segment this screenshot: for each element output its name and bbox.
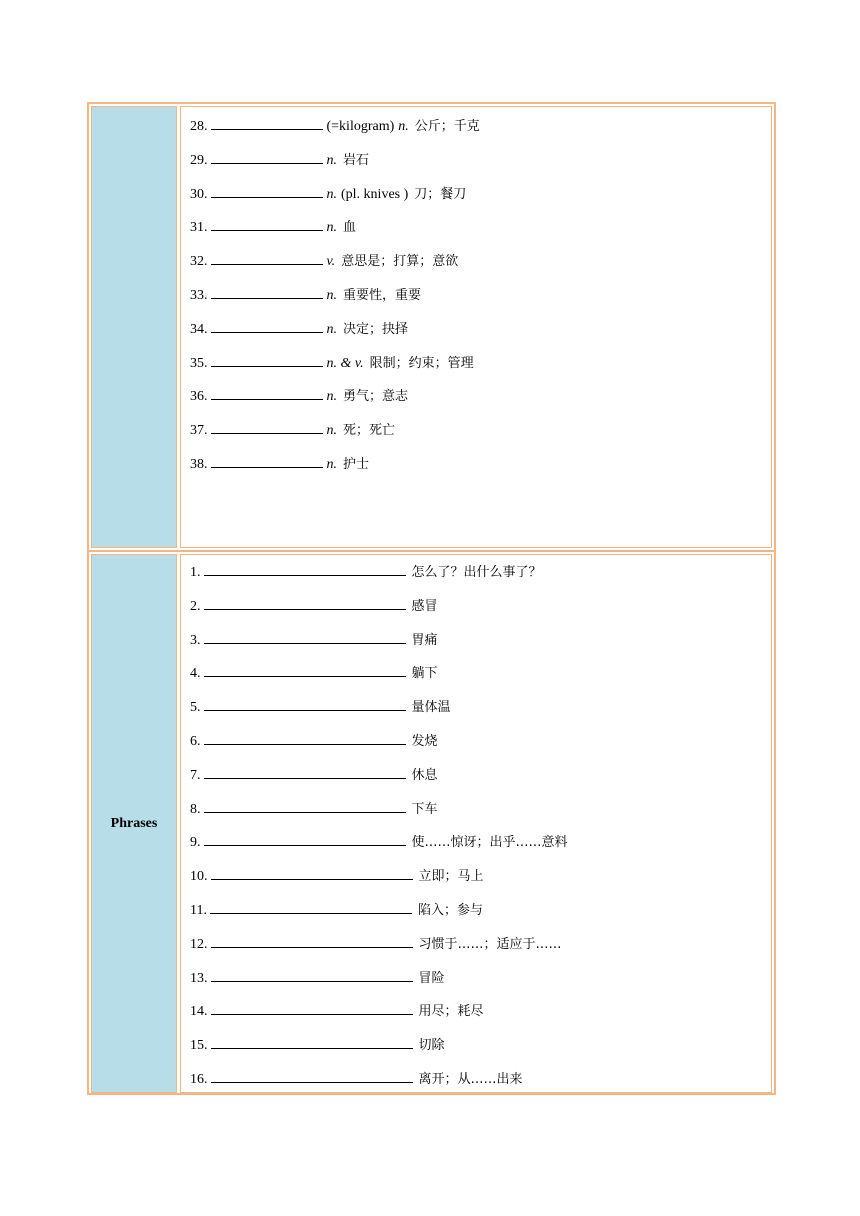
answer-blank[interactable] bbox=[211, 117, 323, 130]
word-item bbox=[190, 421, 395, 440]
item-number: 1. bbox=[190, 565, 201, 580]
phrases-row bbox=[89, 550, 774, 1095]
part-of-speech: n. bbox=[326, 457, 337, 472]
chinese-meaning: 感冒 bbox=[411, 598, 438, 614]
part-of-speech: n. bbox=[398, 119, 409, 134]
word-item bbox=[190, 455, 369, 474]
words-label-cell bbox=[91, 106, 177, 548]
answer-blank[interactable] bbox=[211, 1036, 413, 1049]
answer-blank[interactable] bbox=[204, 833, 406, 846]
part-of-speech: v. bbox=[326, 254, 336, 270]
phrases-content-cell bbox=[180, 554, 772, 1093]
answer-blank[interactable] bbox=[211, 1070, 413, 1083]
vocabulary-table bbox=[87, 102, 776, 1095]
word-item bbox=[190, 320, 408, 339]
phrase-item bbox=[190, 1002, 484, 1021]
chinese-meaning: 血 bbox=[343, 220, 357, 236]
answer-blank[interactable] bbox=[211, 969, 413, 982]
phrase-item bbox=[190, 935, 562, 954]
phrase-item bbox=[190, 1036, 445, 1055]
chinese-meaning: 发烧 bbox=[411, 734, 438, 749]
answer-blank[interactable] bbox=[211, 354, 323, 367]
chinese-meaning: 离开；从……出来 bbox=[418, 1072, 523, 1087]
phrases-label: Phrases bbox=[110, 815, 158, 831]
chinese-meaning: 限制；约束；管理 bbox=[369, 355, 474, 371]
words-row bbox=[89, 104, 774, 550]
part-of-speech: n. bbox=[326, 220, 337, 236]
phrase-item bbox=[190, 597, 438, 616]
word-item bbox=[190, 354, 474, 373]
phrases-label-cell bbox=[91, 554, 177, 1093]
answer-blank[interactable] bbox=[204, 563, 406, 576]
words-content-cell bbox=[180, 106, 772, 548]
part-of-speech: n. bbox=[326, 389, 337, 405]
answer-blank[interactable] bbox=[211, 421, 323, 434]
part-of-speech: n. bbox=[326, 321, 337, 337]
item-number: 30. bbox=[190, 186, 208, 202]
word-item bbox=[190, 387, 408, 406]
chinese-meaning: 休息 bbox=[411, 767, 438, 783]
item-number: 6. bbox=[190, 734, 201, 749]
chinese-meaning: 躺下 bbox=[411, 666, 438, 682]
answer-blank[interactable] bbox=[204, 664, 406, 677]
item-number: 37. bbox=[190, 423, 208, 439]
answer-blank[interactable] bbox=[204, 631, 406, 644]
item-number: 9. bbox=[190, 835, 201, 851]
answer-blank[interactable] bbox=[211, 935, 413, 948]
item-number: 29. bbox=[190, 152, 208, 168]
chinese-meaning: 刀；餐刀 bbox=[414, 186, 467, 202]
answer-blank[interactable] bbox=[211, 455, 323, 468]
item-number: 36. bbox=[190, 389, 208, 405]
chinese-meaning: 怎么了？出什么事了？ bbox=[411, 565, 542, 580]
answer-blank[interactable] bbox=[211, 252, 323, 265]
item-number: 4. bbox=[190, 666, 201, 682]
answer-blank[interactable] bbox=[211, 867, 413, 880]
answer-blank[interactable] bbox=[204, 732, 406, 745]
item-number: 13. bbox=[190, 970, 208, 986]
chinese-meaning: 立即；马上 bbox=[418, 869, 484, 885]
item-number: 8. bbox=[190, 801, 201, 817]
answer-blank[interactable] bbox=[210, 901, 412, 914]
chinese-meaning: 重要性，重要 bbox=[343, 288, 422, 303]
phrase-item bbox=[190, 563, 542, 582]
chinese-meaning: 陷入；参与 bbox=[417, 903, 483, 918]
chinese-meaning: 下车 bbox=[411, 801, 438, 817]
item-number: 38. bbox=[190, 457, 208, 472]
answer-blank[interactable] bbox=[211, 218, 323, 231]
word-note: (=kilogram) bbox=[326, 119, 395, 134]
phrase-item bbox=[190, 664, 438, 683]
answer-blank[interactable] bbox=[204, 766, 406, 779]
item-number: 2. bbox=[190, 598, 201, 614]
item-number: 7. bbox=[190, 767, 201, 783]
chinese-meaning: 护士 bbox=[343, 457, 370, 472]
word-item bbox=[190, 252, 458, 271]
phrase-item bbox=[190, 901, 483, 920]
item-number: 11. bbox=[190, 903, 207, 918]
item-number: 32. bbox=[190, 254, 208, 270]
phrase-item bbox=[190, 800, 438, 819]
phrase-item bbox=[190, 698, 451, 717]
phrase-item bbox=[190, 867, 484, 886]
part-of-speech: n. bbox=[326, 152, 337, 168]
answer-blank[interactable] bbox=[211, 1002, 413, 1015]
phrase-item bbox=[190, 631, 438, 650]
answer-blank[interactable] bbox=[204, 698, 406, 711]
chinese-meaning: 胃痛 bbox=[411, 632, 438, 648]
item-number: 31. bbox=[190, 220, 208, 236]
phrase-item bbox=[190, 1070, 523, 1089]
answer-blank[interactable] bbox=[211, 320, 323, 333]
part-of-speech: n. & v. bbox=[326, 355, 364, 371]
word-item bbox=[190, 185, 466, 204]
item-number: 15. bbox=[190, 1038, 208, 1054]
chinese-meaning: 习惯于……；适应于…… bbox=[418, 936, 562, 952]
word-item bbox=[190, 117, 480, 136]
item-number: 12. bbox=[190, 936, 208, 952]
answer-blank[interactable] bbox=[211, 387, 323, 400]
item-number: 28. bbox=[190, 119, 208, 134]
item-number: 34. bbox=[190, 321, 208, 337]
word-note: (pl. knives ) bbox=[341, 186, 409, 202]
item-number: 16. bbox=[190, 1072, 208, 1087]
item-number: 14. bbox=[190, 1004, 208, 1020]
chinese-meaning: 量体温 bbox=[411, 700, 451, 716]
chinese-meaning: 使……惊讶；出乎……意料 bbox=[411, 835, 568, 851]
chinese-meaning: 勇气；意志 bbox=[343, 389, 409, 405]
word-item bbox=[190, 218, 356, 237]
part-of-speech: n. bbox=[326, 288, 337, 303]
chinese-meaning: 用尽；耗尽 bbox=[418, 1004, 484, 1020]
phrase-item bbox=[190, 766, 438, 785]
item-number: 3. bbox=[190, 632, 201, 648]
phrase-item bbox=[190, 833, 568, 852]
chinese-meaning: 死；死亡 bbox=[343, 423, 396, 439]
word-item bbox=[190, 286, 421, 305]
phrase-item bbox=[190, 969, 445, 988]
chinese-meaning: 决定；抉择 bbox=[343, 321, 409, 337]
chinese-meaning: 岩石 bbox=[343, 152, 370, 168]
answer-blank[interactable] bbox=[211, 286, 323, 299]
answer-blank[interactable] bbox=[211, 185, 323, 198]
phrase-item bbox=[190, 732, 438, 751]
answer-blank[interactable] bbox=[204, 597, 406, 610]
answer-blank[interactable] bbox=[211, 151, 323, 164]
chinese-meaning: 公斤；千克 bbox=[414, 119, 480, 134]
item-number: 35. bbox=[190, 355, 208, 371]
part-of-speech: n. bbox=[326, 423, 337, 439]
word-item bbox=[190, 151, 369, 170]
item-number: 5. bbox=[190, 700, 201, 716]
answer-blank[interactable] bbox=[204, 800, 406, 813]
chinese-meaning: 意思是；打算；意欲 bbox=[341, 254, 459, 270]
chinese-meaning: 切除 bbox=[418, 1038, 445, 1054]
part-of-speech: n. bbox=[326, 186, 337, 202]
chinese-meaning: 冒险 bbox=[418, 970, 445, 986]
item-number: 33. bbox=[190, 288, 208, 303]
item-number: 10. bbox=[190, 869, 208, 885]
